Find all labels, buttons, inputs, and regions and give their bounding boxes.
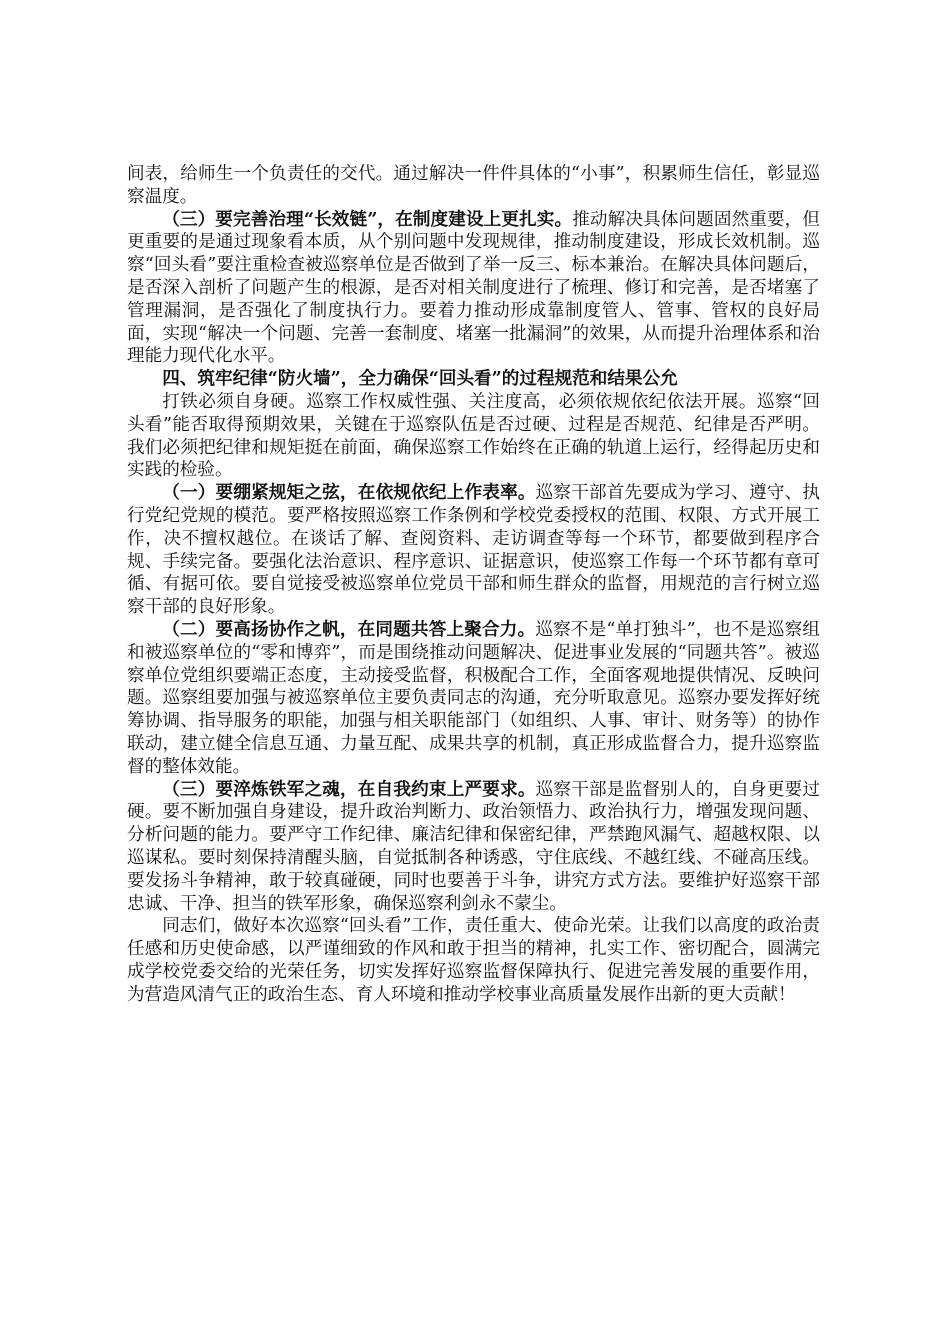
- subheading-lead: （二）要高扬协作之帆，在同题共答上聚合力。: [162, 618, 536, 640]
- paragraph-self-discipline: [127, 779, 820, 916]
- section-heading-4: 四、筑牢纪律“防火墙”，全力确保“回头看”的过程规范和结果公允: [162, 368, 678, 390]
- paragraph-continuation: 间表，给师生一个负责任的交代。通过解决一件件具体的“小事”，积累师生信任，彰显巡察温度。: [127, 164, 820, 207]
- paragraph-institutional-long-term: [127, 209, 820, 369]
- paragraph-body: 推动解决具体问题固然重要，但更重要的是通过现象看本质，从个别问题中发现规律，推动制度建设，形成长效机制。巡察“回头看”要注重检查被巡察单位是否做到了举一反三、标本兼治。在解决具体问题后，是否深入剖析了问题产生的根源，是否对相关制度进行了梳理、修订和完善，是否堵塞了管理漏洞，是否强化了制度执行力。要着力推动形成靠制度管人、管事、管权的良好局面，实现“解决一个问题、完善一套制度、堵塞一批漏洞”的效果，从而提升治理体系和治理能力现代化水平。: [127, 209, 820, 367]
- paragraph-cooperation: [127, 619, 820, 779]
- paragraph-discipline-intro: 打铁必须自身硬。巡察工作权威性强、关注度高，必须依规依纪依法开展。巡察“回头看”能否取得预期效果，关键在于巡察队伍是否过硬、过程是否规范、纪律是否严明。我们必须把纪律和规矩挺在前面，确保巡察工作始终在正确的轨道上运行，经得起历史和实践的检验。: [127, 391, 820, 481]
- paragraph-body: 巡察不是“单打独斗”，也不是巡察组和被巡察单位的“零和博弈”，而是围绕推动问题解决、促进事业发展的“同题共答”。被巡察单位党组织要端正态度，主动接受监督，积极配合工作，全面客观地提供情况、反映问题。巡察组要加强与被巡察单位主要负责同志的沟通，充分听取意见。巡察办要发挥好统筹协调、指导服务的职能，加强与相关职能部门（如组织、人事、审计、财务等）的协作联动，建立健全信息互通、力量互配、成果共享的机制，真正形成监督合力，提升巡察监督的整体效能。: [127, 619, 820, 777]
- subheading-lead: （三）要完善治理“长效链”，在制度建设上更扎实。: [162, 208, 573, 230]
- paragraph-body: 巡察干部是监督别人的，自身更要过硬。要不断加强自身建设，提升政治判断力、政治领悟力、政治执行力，增强发现问题、分析问题的能力。要严守工作纪律、廉洁纪律和保密纪律，严禁跑风漏气、超越权限、以巡谋私。要时刻保持清醒头脑，自觉抵制各种诱惑，守住底线、不越红线、不碰高压线。要发扬斗争精神，敢于较真碰硬，同时也要善于斗争，讲究方式方法。要维护好巡察干部忠诚、干净、担当的铁军形象，确保巡察利剑永不蒙尘。: [127, 779, 820, 914]
- document-page: [127, 163, 820, 1006]
- subheading-lead: （一）要绷紧规矩之弦，在依规依纪上作表率。: [162, 482, 536, 504]
- subheading-lead: （三）要淬炼铁军之魂，在自我约束上严要求。: [162, 778, 536, 800]
- paragraph-body: 巡察干部首先要成为学习、遵守、执行党纪党规的模范。要严格按照巡察工作条例和学校党委授权的范围、权限、方式开展工作，决不擅权越位。在谈话了解、查阅资料、走访调查等每一个环节，都要做到程序合规、手续完备。要强化法治意识、程序意识、证据意识，使巡察工作每一个环节都有章可循、有据可依。要自觉接受被巡察单位党员干部和师生群众的监督，用规范的言行树立巡察干部的良好形象。: [127, 483, 820, 618]
- paragraph-rules: [127, 482, 820, 619]
- paragraph-closing: 同志们，做好本次巡察“回头看”工作，责任重大、使命光荣。让我们以高度的政治责任感和历史使命感，以严谨细致的作风和敢于担当的精神，扎实工作、密切配合，圆满完成学校党委交给的光荣任务，切实发挥好巡察监督保障执行、促进完善发展的重要作用，为营造风清气正的政治生态、育人环境和推动学校事业高质量发展作出新的更大贡献！: [127, 916, 820, 1005]
